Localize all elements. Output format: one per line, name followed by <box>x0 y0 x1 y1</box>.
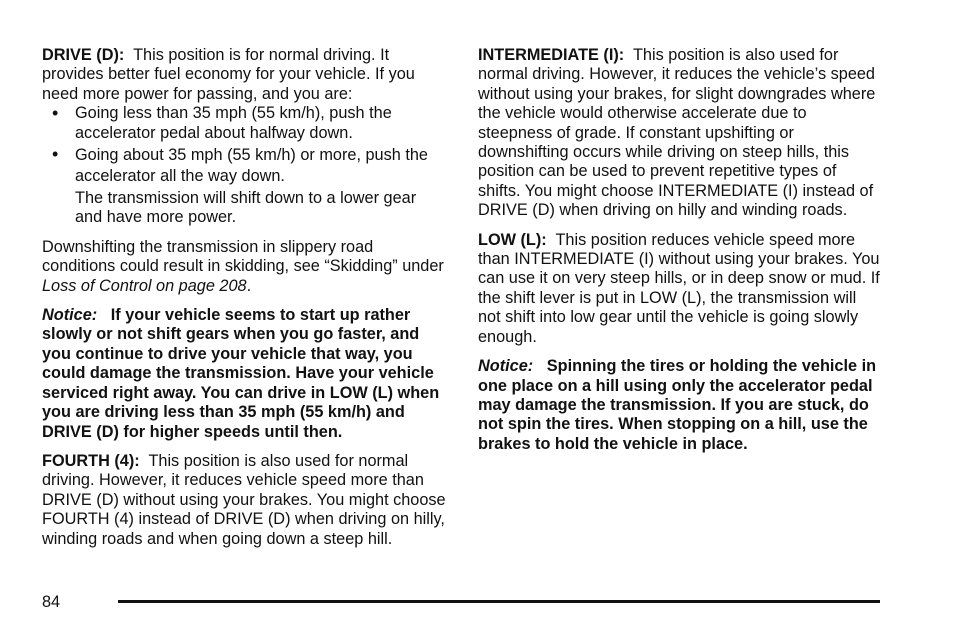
drive-text: This position is for normal driving. It provides better fuel economy for your vehicle. If you need more power for passing, and you are: <box>42 46 415 103</box>
intermediate-text: This position is also used for normal driving. However, it reduces the vehicle’s speed without using your brakes, for slight downgrades where the vehicle would otherwise accelerate due to steepness of grade. If constant upshifting or downshifting occurs while driving on steep hills, this position can be used to prevent repetitive types of shifts. You might choose INTERMEDIATE (I) instead of DRIVE (D) when driving on hilly and winding roads. <box>478 46 876 220</box>
drive-label: DRIVE (D): <box>42 46 125 64</box>
downshift-end: . <box>246 276 252 295</box>
bullet-item-all-the-way <box>42 145 447 187</box>
fourth-paragraph <box>42 452 447 549</box>
footer-divider <box>118 600 880 603</box>
drive-paragraph <box>42 46 447 104</box>
cross-reference-link[interactable]: Loss of Control on page 208 <box>42 276 247 295</box>
notice-text: If your vehicle seems to start up rather slowly or not shift gears when you go faster, and you continue to drive your vehicle that way, you could damage the transmission. Have your vehicle serviced right away. You can drive in LOW (L) when you are driving less than 35 mph (55 km/h) and DRIVE (D) for higher speeds until then. <box>42 306 440 441</box>
notice-paragraph-right <box>478 357 883 454</box>
low-text: This position reduces vehicle speed more than INTERMEDIATE (I) without using your brakes. You can use it on very steep hills, or in deep snow or mud. If the shift lever is put in LOW (L), the transmission will not shift into low gear until the vehicle is going slowly enough. <box>478 230 880 346</box>
fourth-label: FOURTH (4): <box>42 451 140 470</box>
bullet-text: Going less than 35 mph (55 km/h), push the accelerator pedal about halfway down. <box>75 104 392 142</box>
notice-text: Spinning the tires or holding the vehicle in one place on a hill using only the accelerator pedal may damage the transmission. If you are stuck, do not spin the tires. When stopping on a hill, use the brakes to hold the vehicle in place. <box>478 357 877 453</box>
bullet-text: Going about 35 mph (55 km/h) or more, push the accelerator all the way down. <box>75 146 428 186</box>
downshift-paragraph <box>42 238 447 296</box>
intermediate-paragraph <box>478 46 883 221</box>
low-label: LOW (L): <box>478 230 547 249</box>
power-bullet-list <box>42 104 447 187</box>
notice-label: Notice: <box>478 357 534 376</box>
low-paragraph <box>478 231 883 347</box>
bullet-note: The transmission will shift down to a lower gear and have more power. <box>75 189 417 227</box>
fourth-text: This position is also used for normal driving. However, it reduces vehicle speed more than DRIVE (D) without using your brakes. You might choose FOURTH (4) instead of DRIVE (D) when driving on hilly, winding roads and when going down a steep hill. <box>42 451 446 548</box>
notice-label: Notice: <box>42 306 98 325</box>
downshift-text: Downshifting the transmission in slippery road conditions could result in skidding, see “Skidding” under <box>42 237 444 276</box>
intermediate-label: INTERMEDIATE (I): <box>478 46 625 64</box>
left-column <box>42 46 447 549</box>
page-number: 84 <box>42 593 61 611</box>
notice-paragraph-left <box>42 306 447 442</box>
bullet-item-halfway <box>42 104 447 143</box>
right-column <box>478 46 883 454</box>
